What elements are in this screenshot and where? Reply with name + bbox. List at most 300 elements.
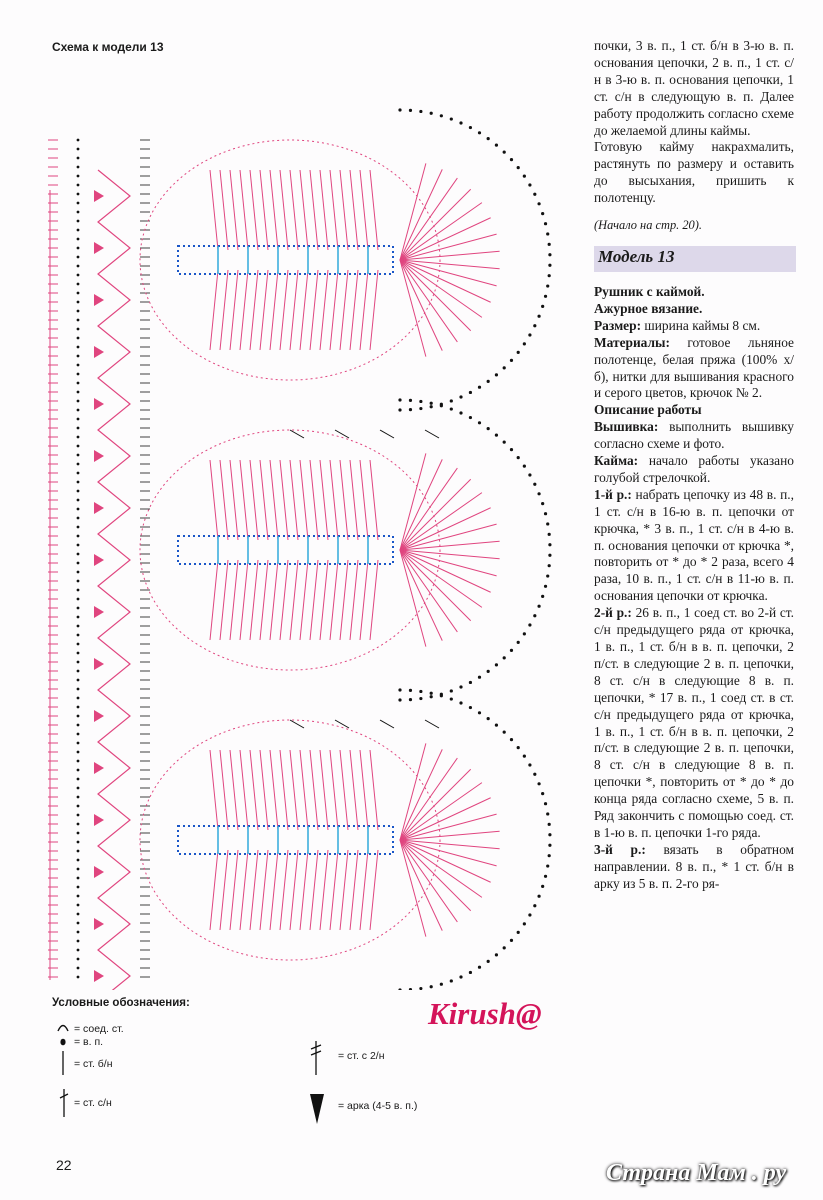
chain-dot (77, 247, 80, 250)
border-dot (469, 126, 472, 129)
bundle-stitch (330, 850, 338, 930)
chain-dot (77, 562, 80, 565)
fan-stitch (400, 493, 482, 550)
chain-dot (77, 598, 80, 601)
bundle-stitch (220, 560, 228, 640)
border-dot (528, 763, 531, 766)
embroidery-label: Вышивка: (594, 419, 659, 435)
border-dot (544, 802, 547, 805)
border-dot (459, 975, 462, 978)
bundle-stitch (360, 560, 368, 640)
bundle-stitch (370, 750, 378, 830)
row1-paragraph (594, 487, 794, 605)
border-dot (487, 380, 490, 383)
border-dot (459, 121, 462, 124)
border-dot (523, 175, 526, 178)
model-heading: Модель 13 (598, 246, 675, 266)
border-dot (517, 456, 520, 459)
bundle-stitch (260, 750, 268, 830)
bundle-stitch (290, 460, 298, 540)
bundle-stitch (370, 460, 378, 540)
fan-stitch (400, 758, 457, 840)
border-dot (548, 243, 551, 246)
border-dot (469, 416, 472, 419)
zigzag-chevron (98, 170, 130, 990)
border-dot (398, 688, 401, 691)
legend-title: Условные обозначения: (52, 997, 190, 1009)
row3-text: вязать в обратном направлении. 8 в. п., * 1 ст. б/н в арку из 5 в. п. 2-го ря- (594, 841, 794, 891)
chain-dot (77, 337, 80, 340)
chevron-triangle (94, 242, 104, 254)
bundle-stitch (340, 560, 348, 640)
chain-dot (77, 148, 80, 151)
bundle-stitch (330, 560, 338, 640)
chain-dot (77, 886, 80, 889)
materials-text: готовое льняное полотенце, белая пряжа (100% х/б), нитки для вышивания красного и серого цветов, крючок № 2. (594, 334, 794, 401)
fan-stitch (400, 479, 471, 550)
bundle-stitch (300, 460, 308, 540)
double-crochet-icon (57, 1088, 71, 1118)
chain-dot (77, 454, 80, 457)
border-dot (430, 405, 433, 408)
chain-dot (77, 373, 80, 376)
bundle-stitch (290, 560, 298, 640)
legend-label-double-crochet: = ст. с/н (74, 1097, 112, 1109)
fan-stitch (400, 550, 471, 621)
bundle-stitch (350, 850, 358, 930)
chain-dot (77, 391, 80, 394)
chain-dot (77, 877, 80, 880)
chain-dot (77, 607, 80, 610)
chain-dot (77, 472, 80, 475)
fan-stitch (400, 468, 457, 550)
chain-dot (77, 166, 80, 169)
fan-stitch (400, 550, 482, 607)
bundle-stitch (210, 170, 218, 250)
border-dot (487, 670, 490, 673)
chain-dot (77, 850, 80, 853)
chevron-triangle (94, 710, 104, 722)
border-dot (533, 193, 536, 196)
chain-dot (77, 265, 80, 268)
chevron-triangle (94, 346, 104, 358)
single-crochet-icon (58, 1050, 68, 1076)
bundle-stitch (340, 850, 348, 930)
border-dot (533, 483, 536, 486)
border-dot (544, 875, 547, 878)
bundle-stitch (240, 560, 248, 640)
chain-dot (77, 328, 80, 331)
chain-dot (77, 508, 80, 511)
chevron-triangle (94, 606, 104, 618)
bundle-stitch (310, 750, 318, 830)
bundle-stitch (330, 170, 338, 250)
bundle-stitch (210, 850, 218, 930)
border-dot (517, 931, 520, 934)
page-number: 22 (56, 1157, 72, 1173)
chain-dot (77, 229, 80, 232)
chevron-triangle (94, 450, 104, 462)
border-dot (546, 574, 549, 577)
bundle-stitch (280, 460, 288, 540)
chain-dot (77, 481, 80, 484)
chain-dot (77, 580, 80, 583)
border-dot (537, 782, 540, 785)
bundle-stitch (260, 270, 268, 350)
bundle-stitch (340, 270, 348, 350)
border-dot (510, 158, 513, 161)
chain-dot (77, 193, 80, 196)
chain-dot (77, 733, 80, 736)
direction-arrow (335, 720, 349, 728)
border-paragraph (594, 453, 794, 487)
bundle-stitch (330, 270, 338, 350)
chain-dot (77, 220, 80, 223)
fan-stitch (400, 178, 457, 260)
chain-dot (77, 679, 80, 682)
chain-dot (77, 769, 80, 772)
border-dot (409, 988, 412, 990)
border-dot (546, 864, 549, 867)
motif-outline (140, 430, 440, 670)
border-dot (517, 641, 520, 644)
border-dot (537, 492, 540, 495)
border-dot (487, 717, 490, 720)
border-dot (495, 143, 498, 146)
chain-dot (77, 526, 80, 529)
bundle-stitch (350, 750, 358, 830)
bundle-stitch (350, 460, 358, 540)
bundle-stitch (260, 850, 268, 930)
border-dot (528, 913, 531, 916)
border-dot (546, 232, 549, 235)
fan-stitch (400, 260, 457, 342)
fan-stitch (400, 840, 482, 897)
chain-dot (77, 832, 80, 835)
border-dot (503, 440, 506, 443)
chain-dot (77, 778, 80, 781)
bundle-stitch (220, 750, 228, 830)
chain-dot (77, 499, 80, 502)
chain-dot (77, 949, 80, 952)
border-dot (548, 554, 551, 557)
border-dot (430, 692, 433, 695)
bundle-stitch (370, 170, 378, 250)
bundle-stitch (270, 270, 278, 350)
bundle-stitch (280, 560, 288, 640)
border-dot (503, 730, 506, 733)
chain-dot (77, 670, 80, 673)
border-dot (440, 114, 443, 117)
bundle-stitch (250, 170, 258, 250)
border-dot (495, 663, 498, 666)
bundle-stitch (260, 170, 268, 250)
bundle-stitch (270, 460, 278, 540)
bundle-stitch (240, 850, 248, 930)
border-dot (528, 473, 531, 476)
border-dot (398, 408, 401, 411)
size-paragraph (594, 318, 794, 335)
border-dot (430, 695, 433, 698)
chevron-triangle (94, 814, 104, 826)
bundle-stitch (230, 850, 238, 930)
chain-dot (77, 463, 80, 466)
chain-dot (77, 274, 80, 277)
direction-arrow (290, 720, 304, 728)
chain-dot (77, 211, 80, 214)
instructions-column (594, 38, 794, 893)
chain-dot (77, 724, 80, 727)
chain-dot-icon (58, 1037, 68, 1047)
bundle-stitch (290, 850, 298, 930)
bundle-stitch (250, 850, 258, 930)
border-dot (517, 166, 520, 169)
embroidery-paragraph (594, 419, 794, 453)
chevron-triangle (94, 554, 104, 566)
border-dot (419, 987, 422, 990)
border-dot (510, 649, 513, 652)
border-dot (450, 407, 453, 410)
chain-dot (77, 706, 80, 709)
chevron-triangle (94, 762, 104, 774)
bundle-stitch (250, 560, 258, 640)
border-dot (510, 738, 513, 741)
bundle-stitch (280, 270, 288, 350)
chain-dot (77, 634, 80, 637)
border-dot (469, 681, 472, 684)
border-dot (523, 465, 526, 468)
chain-dot (77, 859, 80, 862)
chain-dot (77, 292, 80, 295)
fan-stitch (400, 260, 482, 317)
chain-dot (77, 283, 80, 286)
border-dot (409, 698, 412, 701)
chain-dot (77, 922, 80, 925)
border-dot (459, 411, 462, 414)
chain-dot (77, 355, 80, 358)
border-dot (487, 137, 490, 140)
border-dot (503, 366, 506, 369)
bundle-stitch (250, 460, 258, 540)
border-dot (544, 512, 547, 515)
border-dot (469, 391, 472, 394)
intro-text: почки, 3 в. п., 1 ст. б/н в 3-ю в. п. основания цепочки, 2 в. п., 1 ст. с/н в 3-ю в. п. основания цепочки, 1 ст. с/н в следующую в. п. Далее работу продолжить согласно схеме до желаемой длины каймы. (594, 38, 794, 138)
chain-dot (77, 553, 80, 556)
chain-dot (77, 760, 80, 763)
border-dot (495, 433, 498, 436)
direction-arrow (290, 430, 304, 438)
chain-dot (77, 715, 80, 718)
bundle-stitch (220, 460, 228, 540)
bundle-stitch (210, 750, 218, 830)
fan-stitch (400, 840, 457, 922)
bundle-stitch (310, 850, 318, 930)
chain-dot (77, 364, 80, 367)
chain-dot (77, 958, 80, 961)
bundle-stitch (360, 850, 368, 930)
chain-dot (77, 256, 80, 259)
border-dot (537, 895, 540, 898)
border-dot (510, 939, 513, 942)
bundle-stitch (270, 750, 278, 830)
border-dot (548, 264, 551, 267)
border-dot (440, 694, 443, 697)
chain-dot (77, 175, 80, 178)
bundle-stitch (350, 560, 358, 640)
border-dot (430, 985, 433, 988)
direction-arrow (380, 720, 394, 728)
slip-stitch-icon (56, 1022, 70, 1032)
bundle-stitch (250, 750, 258, 830)
site-watermark: Страна Мам . ру (606, 1160, 787, 1186)
fan-stitch (400, 550, 457, 632)
bundle-stitch (240, 270, 248, 350)
border-dot (478, 676, 481, 679)
border-dot (450, 689, 453, 692)
bundle-stitch (370, 270, 378, 350)
border-label: Кайма: (594, 453, 639, 469)
bundle-stitch (350, 270, 358, 350)
bundle-stitch (360, 170, 368, 250)
chain-dot (77, 346, 80, 349)
treble-crochet-icon (308, 1040, 324, 1076)
bundle-stitch (210, 270, 218, 350)
border-dot (523, 342, 526, 345)
border-dot (398, 988, 401, 990)
chain-dot (77, 157, 80, 160)
row1-text: набрать цепочку из 48 в. п., 1 ст. с/н в 16-ю в. п. цепочки от крючка, * 3 в. п., 1 ст. с/н в 4-ю в. п. основания цепочки от крючка *, повторить от * до * 2 раза, всего 4 раза, 10 в. п., 1 ст. с/н в 11-ю в. п. основания цепочки от крючка. (594, 486, 794, 604)
bundle-stitch (240, 460, 248, 540)
bundle-stitch (230, 270, 238, 350)
border-dot (533, 324, 536, 327)
bundle-stitch (350, 170, 358, 250)
border-dot (503, 656, 506, 659)
continued-note: (Начало на стр. 20). (594, 218, 702, 233)
arch-icon (309, 1093, 325, 1125)
intro-text-2: Готовую кайму накрахмалить, растянуть по размеру и оставить до высыхания, пришить к полотенцу. (594, 139, 794, 206)
bundle-stitch (320, 460, 328, 540)
chain-dot (77, 940, 80, 943)
legend-label-arch: = арка (4-5 в. п.) (338, 1100, 418, 1112)
border-dot (548, 533, 551, 536)
legend-label-single-crochet: = ст. б/н (74, 1058, 113, 1070)
border-dot (440, 983, 443, 986)
bundle-stitch (310, 560, 318, 640)
border-dot (450, 399, 453, 402)
border-dot (419, 110, 422, 113)
border-dot (541, 595, 544, 598)
chain-dot (77, 895, 80, 898)
bundle-stitch (290, 750, 298, 830)
motif-outline (140, 140, 440, 380)
row3-paragraph (594, 842, 794, 893)
chain-dot (77, 868, 80, 871)
crochet-diagram (40, 50, 580, 990)
bundle-stitch (290, 170, 298, 250)
border-dot (541, 305, 544, 308)
chain-dot (77, 184, 80, 187)
border-dot (419, 407, 422, 410)
legend-label-slip-stitch: = соед. ст. (74, 1023, 124, 1035)
bundle-stitch (270, 850, 278, 930)
chain-dot (77, 436, 80, 439)
bundle-stitch (300, 170, 308, 250)
direction-arrow (335, 430, 349, 438)
border-dot (478, 711, 481, 714)
chain-dot (77, 139, 80, 142)
bundle-stitch (360, 750, 368, 830)
border-dot (528, 183, 531, 186)
bundle-stitch (320, 850, 328, 930)
bundle-stitch (370, 850, 378, 930)
border-dot (478, 386, 481, 389)
border-dot (450, 979, 453, 982)
chevron-triangle (94, 294, 104, 306)
border-dot (450, 697, 453, 700)
border-dot (544, 295, 547, 298)
bundle-stitch (250, 270, 258, 350)
border-dot (541, 212, 544, 215)
chain-dot (77, 661, 80, 664)
chain-dot (77, 643, 80, 646)
chevron-triangle (94, 970, 104, 982)
chain-dot (77, 301, 80, 304)
border-dot (487, 960, 490, 963)
schema-title: Схема к модели 13 (52, 40, 164, 54)
border-dot (528, 623, 531, 626)
size-text: ширина каймы 8 см. (641, 317, 761, 333)
row2-label: 2-й р.: (594, 605, 632, 621)
bundle-stitch (230, 560, 238, 640)
border-dot (495, 723, 498, 726)
bundle-stitch (300, 850, 308, 930)
chain-dot (77, 841, 80, 844)
bundle-stitch (330, 460, 338, 540)
row1-label: 1-й р.: (594, 486, 632, 502)
bundle-stitch (320, 750, 328, 830)
bundle-stitch (360, 270, 368, 350)
border-dot (523, 632, 526, 635)
bundle-stitch (220, 850, 228, 930)
chain-dot (77, 805, 80, 808)
chain-dot (77, 742, 80, 745)
chain-dot (77, 823, 80, 826)
bundle-stitch (210, 460, 218, 540)
bundle-stitch (210, 560, 218, 640)
border-dot (419, 697, 422, 700)
bundle-stitch (360, 460, 368, 540)
author-signature: Kirush@ (428, 996, 542, 1031)
bundle-stitch (260, 560, 268, 640)
bundle-stitch (330, 750, 338, 830)
foundation-chain (178, 246, 393, 274)
border-dot (398, 108, 401, 111)
border-dot (409, 399, 412, 402)
model-heading-bar (594, 246, 796, 272)
border-dot (548, 543, 551, 546)
chain-dot (77, 544, 80, 547)
chain-dot (77, 913, 80, 916)
row3-label: 3-й р.: (594, 841, 646, 857)
bundle-stitch (270, 170, 278, 250)
chevron-triangle (94, 502, 104, 514)
border-dot (523, 755, 526, 758)
chain-dot (77, 931, 80, 934)
bundle-stitch (270, 560, 278, 640)
description-heading: Описание работы (594, 402, 702, 418)
bundle-stitch (300, 750, 308, 830)
border-dot (541, 502, 544, 505)
